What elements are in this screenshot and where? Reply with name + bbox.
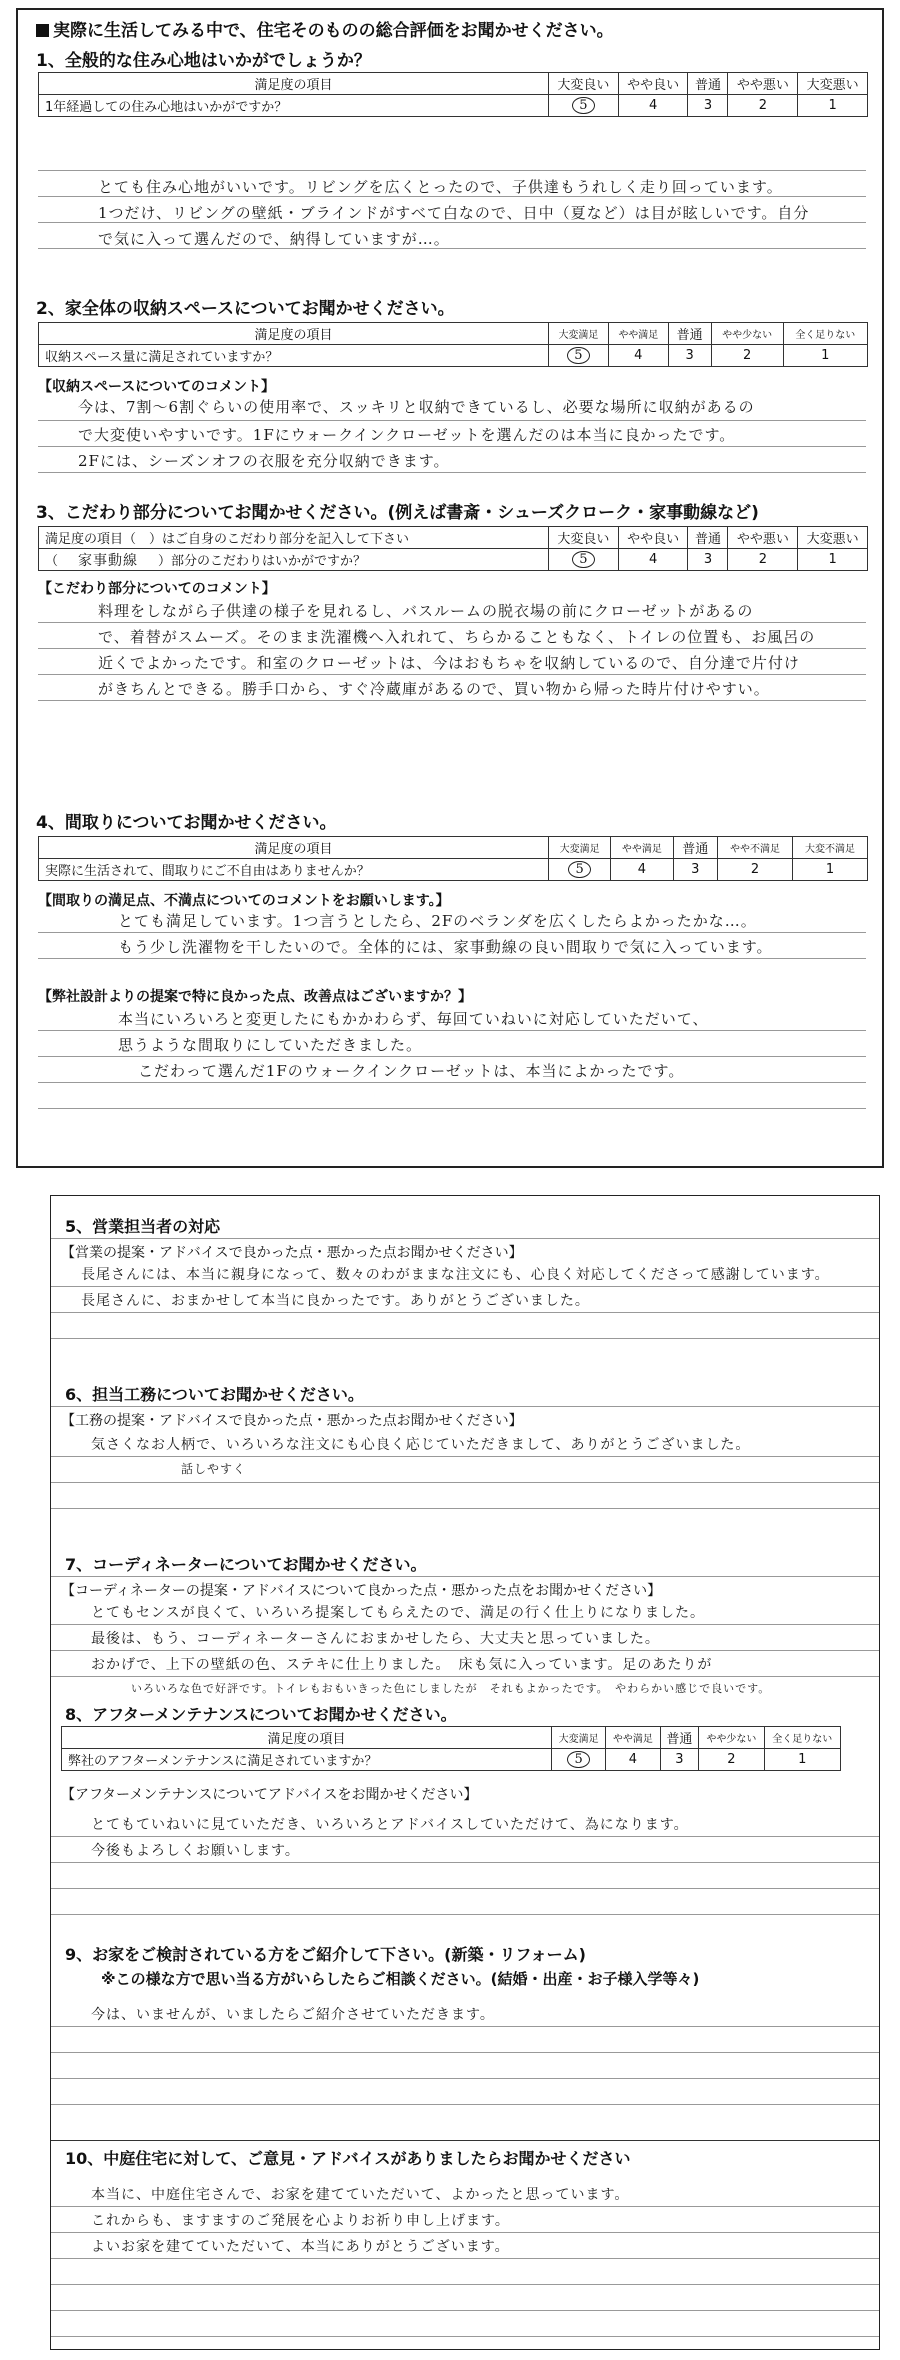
q8-title: 8、アフターメンテナンスについてお聞かせください。 bbox=[65, 1705, 457, 1724]
q1-rating-table bbox=[38, 72, 868, 117]
q8-answer-3[interactable]: 3 bbox=[660, 1749, 699, 1771]
q6-title: 6、担当工務についてお聞かせください。 bbox=[65, 1385, 364, 1404]
q4-rating-table bbox=[38, 836, 868, 881]
q4-proposal-comment-2: 思うような間取りにしていただきました。 bbox=[118, 1036, 423, 1054]
q2-col-1: やや満足 bbox=[608, 323, 668, 345]
q3-item-fill[interactable]: 家事動線 bbox=[78, 552, 139, 569]
q4-col-0: 大変満足 bbox=[549, 837, 611, 859]
q7-comment-4: いろいろな色で好評です。トイレもおもいきった色にしましたが それもよかったです。 やわらかい感じで良いです。 bbox=[131, 1682, 771, 1695]
q3-title: 3、こだわり部分についてお聞かせください。(例えば書斎・シューズクローク・家事動線など) bbox=[36, 503, 759, 523]
q7-comment-3: おかげで、上下の壁紙の色、ステキに仕上りました。 床も気に入っています。足のあたりが bbox=[91, 1657, 713, 1673]
q1-col-1: やや良い bbox=[618, 73, 688, 95]
q5-box-label: 【営業の提案・アドバイスで良かった点・悪かった点お聞かせください】 bbox=[61, 1245, 523, 1261]
q1-item: 1年経過しての住み心地はいかがですか？ bbox=[39, 95, 549, 117]
q1-col-0: 大変良い bbox=[549, 73, 619, 95]
q8-comment-2: 今後もよろしくお願いします。 bbox=[91, 1843, 300, 1859]
q4-col-1: やや満足 bbox=[611, 837, 673, 859]
q3-item bbox=[39, 549, 549, 571]
q4-box-label: 【間取りの満足点、不満点についてのコメントをお願いします。】 bbox=[38, 893, 450, 909]
q3-answer-2[interactable]: 2 bbox=[728, 549, 798, 571]
q1-col-3: やや悪い bbox=[728, 73, 798, 95]
q4-answer-5[interactable] bbox=[549, 859, 611, 881]
q2-title: 2、家全体の収納スペースについてお聞かせください。 bbox=[36, 299, 455, 319]
q4-comment-1: とても満足しています。1つ言うとしたら、2Fのベランダを広くしたらよかったかな…。 bbox=[118, 912, 757, 930]
q6-comment-2: 話しやすく bbox=[181, 1462, 247, 1476]
q8-answer-5[interactable] bbox=[552, 1749, 606, 1771]
q7-title: 7、コーディネーターについてお聞かせください。 bbox=[65, 1555, 427, 1574]
q4-proposal-comment-1: 本当にいろいろと変更したにもかかわらず、毎回ていねいに対応していただいて、 bbox=[118, 1010, 709, 1028]
q3-item-header: 満足度の項目（ ）はご自身のこだわり部分を記入して下さい bbox=[39, 527, 549, 549]
q2-answer-1[interactable]: 1 bbox=[783, 345, 867, 367]
survey-sheet-page-2 bbox=[50, 1195, 880, 2350]
q3-col-2: 普通 bbox=[688, 527, 728, 549]
q8-col-2: 普通 bbox=[660, 1727, 699, 1749]
q8-comment-1: とてもていねいに見ていただき、いろいろとアドバイスしていただけて、為になります。 bbox=[91, 1817, 689, 1833]
q8-rating-table bbox=[61, 1726, 841, 1771]
q2-col-3: やや少ない bbox=[711, 323, 783, 345]
q6-box-label: 【工務の提案・アドバイスで良かった点・悪かった点お聞かせください】 bbox=[61, 1413, 523, 1429]
survey-sheet-page-1 bbox=[16, 8, 884, 1168]
q4-answer-3[interactable]: 3 bbox=[673, 859, 717, 881]
q4-col-2: 普通 bbox=[673, 837, 717, 859]
q1-item-header: 満足度の項目 bbox=[39, 73, 549, 95]
q2-comment-3: 2Fには、シーズンオフの衣服を充分収納できます。 bbox=[78, 452, 450, 470]
q3-col-1: やや良い bbox=[618, 527, 688, 549]
q9-subtitle: ※この様な方で思い当る方がいらしたらご相談ください。(結婚・出産・お子様入学等々) bbox=[101, 1970, 700, 1988]
q2-answer-2[interactable]: 2 bbox=[711, 345, 783, 367]
q2-item: 収納スペース量に満足されていますか？ bbox=[39, 345, 549, 367]
q4-answer-4[interactable]: 4 bbox=[611, 859, 673, 881]
q8-col-4: 全く足りない bbox=[764, 1727, 840, 1749]
q3-item-suffix: ）部分のこだわりはいかがですか？ bbox=[158, 553, 367, 569]
q1-comment-3: で気に入って選んだので、納得していますが…。 bbox=[98, 230, 450, 248]
q3-answer-5[interactable] bbox=[549, 549, 619, 571]
q3-col-3: やや悪い bbox=[728, 527, 798, 549]
q3-comment-3: 近くでよかったです。和室のクローゼットは、今はおもちゃを収納しているので、自分達で片付け bbox=[98, 654, 800, 672]
q8-col-0: 大変満足 bbox=[552, 1727, 606, 1749]
selected-circle: 5 bbox=[572, 97, 594, 114]
q1-title: 1、全般的な住み心地はいかがでしょうか？ bbox=[36, 51, 371, 71]
selected-circle: 5 bbox=[572, 551, 594, 568]
q7-comment-2: 最後は、もう、コーディネーターさんにおまかせしたら、大丈夫と思っていました。 bbox=[91, 1631, 660, 1647]
q3-col-4: 大変悪い bbox=[798, 527, 868, 549]
q2-rating-table bbox=[38, 322, 868, 367]
q4-item: 実際に生活されて、間取りにご不自由はありませんか？ bbox=[39, 859, 549, 881]
q9-comment-1: 今は、いませんが、いましたらご紹介させていただきます。 bbox=[91, 2007, 495, 2023]
q1-answer-5[interactable] bbox=[549, 95, 619, 117]
q5-comment-1: 長尾さんには、本当に親身になって、数々のわがままな注文にも、心良く対応してくださって感謝しています。 bbox=[81, 1267, 830, 1283]
q1-answer-4[interactable]: 4 bbox=[618, 95, 688, 117]
q8-col-3: やや少ない bbox=[699, 1727, 764, 1749]
q8-col-1: やや満足 bbox=[606, 1727, 660, 1749]
q1-col-4: 大変悪い bbox=[798, 73, 868, 95]
q2-answer-3[interactable]: 3 bbox=[668, 345, 711, 367]
q3-answer-3[interactable]: 3 bbox=[688, 549, 728, 571]
q4-item-header: 満足度の項目 bbox=[39, 837, 549, 859]
q2-col-2: 普通 bbox=[668, 323, 711, 345]
q2-answer-5[interactable] bbox=[549, 345, 609, 367]
q4-col-3: やや不満足 bbox=[718, 837, 793, 859]
q2-comment-1: 今は、7割～6割ぐらいの使用率で、スッキリと収納できているし、必要な場所に収納があるの bbox=[78, 398, 755, 416]
selected-circle: 5 bbox=[567, 1751, 589, 1768]
q1-answer-3[interactable]: 3 bbox=[688, 95, 728, 117]
q8-answer-2[interactable]: 2 bbox=[699, 1749, 764, 1771]
q4-answer-2[interactable]: 2 bbox=[718, 859, 793, 881]
q3-item-prefix: （ bbox=[45, 553, 59, 569]
q3-rating-table bbox=[38, 526, 868, 571]
q9-title: 9、お家をご検討されている方をご紹介して下さい。(新築・リフォーム) bbox=[65, 1945, 586, 1964]
q8-item-header: 満足度の項目 bbox=[62, 1727, 552, 1749]
q8-answer-1[interactable]: 1 bbox=[764, 1749, 840, 1771]
q10-comment-1: 本当に、中庭住宅さんで、お家を建てていただいて、よかったと思っています。 bbox=[91, 2187, 630, 2203]
q1-answer-2[interactable]: 2 bbox=[728, 95, 798, 117]
q8-item: 弊社のアフターメンテナンスに満足されていますか？ bbox=[62, 1749, 552, 1771]
q3-comment-4: がきちんとできる。勝手口から、すぐ冷蔵庫があるので、買い物から帰った時片付けやすい。 bbox=[98, 680, 770, 698]
q4-title: 4、間取りについてお聞かせください。 bbox=[36, 813, 337, 833]
q2-comment-2: で大変使いやすいです。1Fにウォークインクローゼットを選んだのは本当に良かったです。 bbox=[78, 426, 736, 444]
selected-circle: 5 bbox=[568, 861, 590, 878]
q4-proposal-comment-3: こだわって選んだ1Fのウォークインクローゼットは、本当によかったです。 bbox=[138, 1062, 685, 1080]
q7-comment-1: とてもセンスが良くて、いろいろ提案してもらえたので、満足の行く仕上りになりました。 bbox=[91, 1605, 706, 1621]
q4-answer-1[interactable]: 1 bbox=[792, 859, 867, 881]
q5-title: 5、営業担当者の対応 bbox=[65, 1217, 221, 1236]
q10-title: 10、中庭住宅に対して、ご意見・アドバイスがありましたらお聞かせください bbox=[65, 2149, 631, 2168]
main-header: 実際に生活してみる中で、住宅そのものの総合評価をお聞かせください。 bbox=[36, 16, 614, 41]
q5-comment-2: 長尾さんに、おまかせして本当に良かったです。ありがとうございました。 bbox=[81, 1293, 590, 1309]
q2-answer-4[interactable]: 4 bbox=[608, 345, 668, 367]
q7-box-label: 【コーディネーターの提案・アドバイスについて良かった点・悪かった点をお聞かせください】 bbox=[61, 1583, 662, 1599]
q2-item-header: 満足度の項目 bbox=[39, 323, 549, 345]
q3-answer-4[interactable]: 4 bbox=[618, 549, 688, 571]
q1-comment-2: 1つだけ、リビングの壁紙・ブラインドがすべて白なので、日中（夏など）は目が眩しいです。自分 bbox=[98, 204, 810, 222]
q3-col-0: 大変良い bbox=[549, 527, 619, 549]
q2-box-label: 【収納スペースについてのコメント】 bbox=[38, 379, 276, 395]
q10-comment-3: よいお家を建てていただいて、本当にありがとうございます。 bbox=[91, 2239, 510, 2255]
q3-answer-1[interactable]: 1 bbox=[798, 549, 868, 571]
q8-answer-4[interactable]: 4 bbox=[606, 1749, 660, 1771]
q3-comment-1: 料理をしながら子供達の様子を見れるし、バスルームの脱衣場の前にクローゼットがあるの bbox=[98, 602, 754, 620]
q2-col-4: 全く足りない bbox=[783, 323, 867, 345]
selected-circle: 5 bbox=[567, 347, 589, 364]
q4-proposal-label: 【弊社設計よりの提案で特に良かった点、改善点はございますか？】 bbox=[38, 989, 472, 1005]
q1-col-2: 普通 bbox=[688, 73, 728, 95]
q3-comment-2: で、着替がスムーズ。そのまま洗濯機へ入れれて、ちらかることもなく、トイレの位置も、お風呂の bbox=[98, 628, 816, 646]
q6-comment-1: 気さくなお人柄で、いろいろな注文にも心良く応じていただきまして、ありがとうございました。 bbox=[91, 1437, 751, 1453]
q1-comment-1: とても住み心地がいいです。リビングを広くとったので、子供達もうれしく走り回っています。 bbox=[98, 178, 783, 196]
q8-box-label: 【アフターメンテナンスについてアドバイスをお聞かせください】 bbox=[61, 1787, 478, 1803]
q4-col-4: 大変不満足 bbox=[792, 837, 867, 859]
q1-answer-1[interactable]: 1 bbox=[798, 95, 868, 117]
square-bullet-icon bbox=[36, 24, 49, 37]
q2-col-0: 大変満足 bbox=[549, 323, 609, 345]
q3-box-label: 【こだわり部分についてのコメント】 bbox=[38, 581, 276, 597]
q10-comment-2: これからも、ますますのご発展を心よりお祈り申し上げます。 bbox=[91, 2213, 510, 2229]
q4-comment-2: もう少し洗濯物を干したいので。全体的には、家事動線の良い間取りで気に入っています。 bbox=[118, 938, 773, 956]
